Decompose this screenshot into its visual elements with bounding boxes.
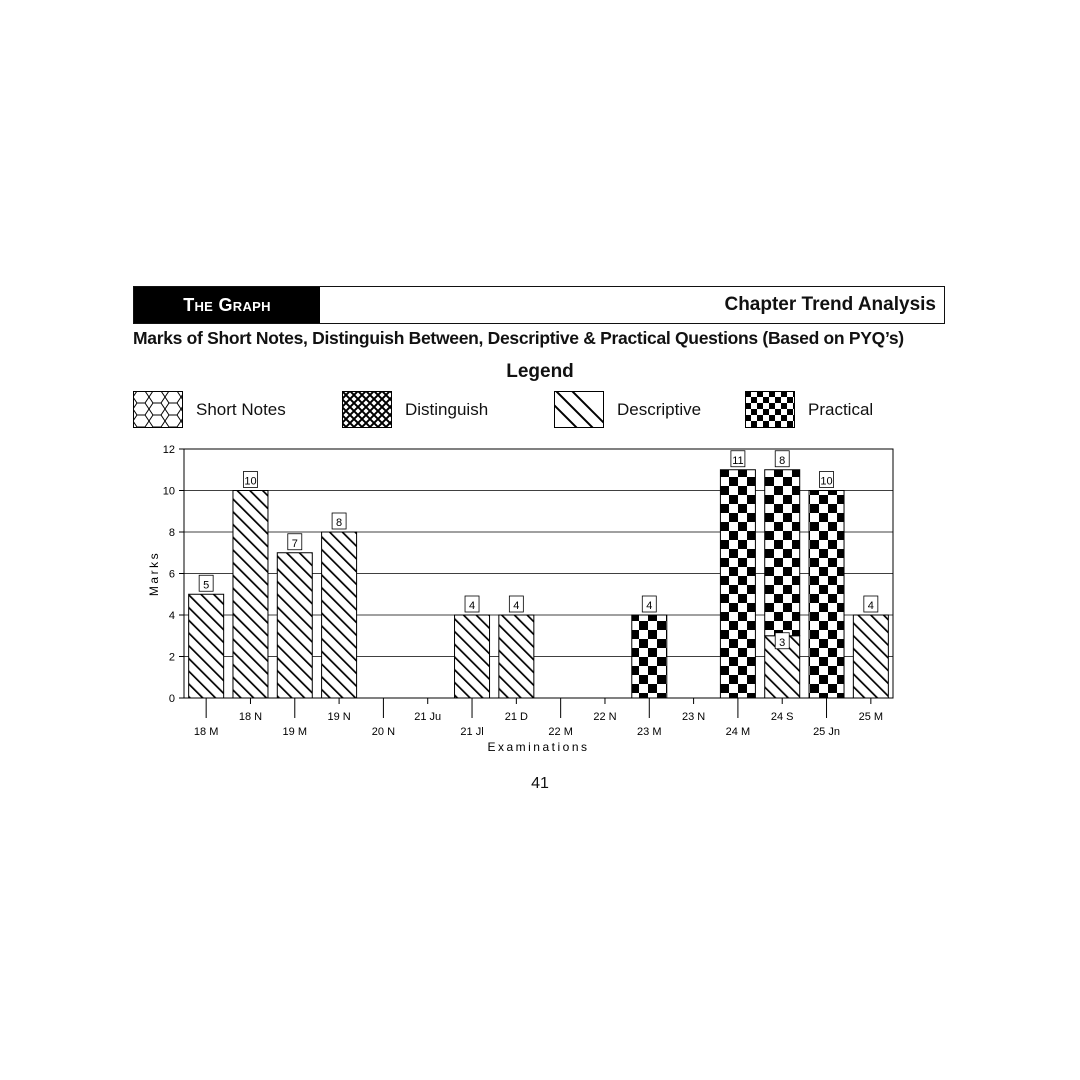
y-tick-label: 2 [168,651,175,664]
x-tick-label: 22 M [548,726,573,738]
x-tick-label: 18 N [238,711,263,723]
x-tick-label: 19 M [282,726,308,738]
bar-descriptive [853,615,888,698]
bar-descriptive [322,532,357,698]
data-label: 7 [291,537,298,550]
y-tick-label: 8 [168,527,175,539]
bar-practical [765,470,800,636]
bar-descriptive [233,491,268,699]
y-axis-title: Marks [147,550,161,597]
x-tick-label: 23 N [681,711,706,723]
data-label: 3 [779,636,786,649]
data-label: 10 [820,475,833,488]
legend-label: Distinguish [405,399,489,419]
x-tick-label: 22 N [593,711,617,723]
y-tick-label: 10 [162,485,175,498]
bar-descriptive [499,615,534,698]
x-tick-label: 25 M [858,711,884,723]
bar-descriptive [189,594,224,698]
bar-descriptive [455,615,490,698]
x-tick-label: 20 N [371,726,396,738]
y-tick-label: 6 [168,568,175,581]
data-label: 4 [513,600,520,612]
bar-descriptive [277,553,312,698]
y-tick-label: 4 [168,610,175,622]
y-tick-label: 0 [168,693,175,705]
data-label: 11 [732,454,744,467]
x-tick-label: 24 M [725,726,751,738]
x-tick-label: 18 M [193,726,219,738]
x-tick-label: 21 D [504,711,528,723]
x-tick-label: 21 Jl [460,726,484,738]
x-tick-label: 25 Jn [813,726,840,738]
bar-practical [809,491,844,699]
x-tick-label: 19 N [327,711,351,723]
legend-title: Legend [506,361,574,382]
data-label: 4 [867,600,874,612]
data-label: 8 [336,517,343,529]
x-tick-label: 23 M [637,726,662,738]
bar-practical [720,470,755,698]
data-label: 10 [244,475,257,488]
x-tick-label: 21 Ju [414,711,442,723]
y-tick-label: 12 [162,444,175,456]
data-label: 4 [646,600,653,612]
legend-label: Short Notes [196,399,286,419]
legend-label: Descriptive [617,399,702,419]
chart-subtitle: Marks of Short Notes, Distinguish Between, Descriptive & Practical Questions (Based on PYQ’s) [133,328,904,348]
bar-practical [632,615,667,698]
chapter-trend-title: Chapter Trend Analysis [724,294,936,315]
data-label: 5 [203,579,210,592]
page-number: 41 [531,775,549,792]
x-tick-label: 24 S [770,711,794,723]
legend-label: Practical [808,399,874,419]
x-axis-title: Examinations [487,740,590,754]
data-label: 4 [468,600,476,612]
data-label: 8 [779,454,786,467]
graph-tag: The Graph [134,287,320,323]
